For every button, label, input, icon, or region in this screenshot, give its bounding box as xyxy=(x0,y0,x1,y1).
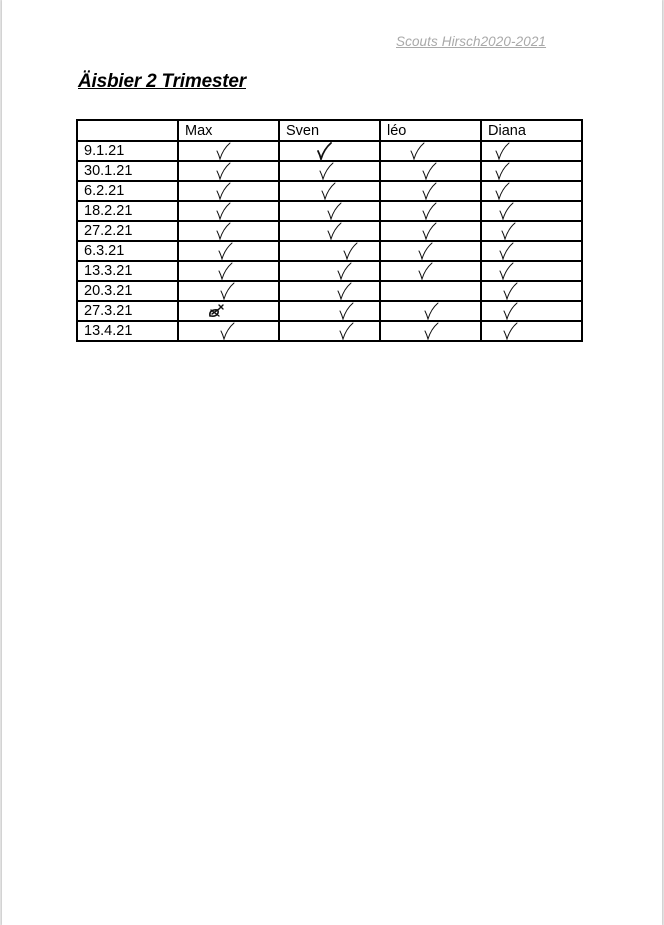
attendance-cell xyxy=(178,221,279,241)
date-cell: 13.3.21 xyxy=(77,261,178,281)
attendance-cell xyxy=(380,241,481,261)
attendance-cell xyxy=(279,141,380,161)
check-mark-icon xyxy=(336,281,352,301)
attendance-cell xyxy=(178,161,279,181)
attendance-cell xyxy=(178,301,279,321)
table-row xyxy=(77,321,582,341)
check-mark-icon xyxy=(417,261,433,281)
check-mark-icon xyxy=(219,281,235,301)
attendance-cell xyxy=(279,221,380,241)
check-mark-icon xyxy=(498,261,514,281)
attendance-cell xyxy=(279,321,380,341)
date-cell: 13.4.21 xyxy=(77,321,178,341)
check-mark-icon xyxy=(338,301,354,321)
crossed-out-mark-icon xyxy=(207,301,223,321)
attendance-cell xyxy=(380,201,481,221)
attendance-cell xyxy=(481,321,582,341)
attendance-table xyxy=(76,119,583,342)
check-mark-icon xyxy=(421,221,437,241)
attendance-cell xyxy=(178,261,279,281)
date-cell: 20.3.21 xyxy=(77,281,178,301)
check-mark-icon xyxy=(417,241,433,261)
attendance-cell xyxy=(279,261,380,281)
attendance-cell xyxy=(279,301,380,321)
table-row xyxy=(77,201,582,221)
attendance-cell xyxy=(178,241,279,261)
check-mark-icon xyxy=(409,141,425,161)
attendance-cell xyxy=(380,321,481,341)
check-mark-icon xyxy=(423,301,439,321)
attendance-cell xyxy=(380,141,481,161)
attendance-cell xyxy=(481,201,582,221)
attendance-cell xyxy=(380,161,481,181)
table-row xyxy=(77,221,582,241)
attendance-cell xyxy=(481,161,582,181)
date-cell: 6.2.21 xyxy=(77,181,178,201)
check-mark-icon xyxy=(423,321,439,341)
date-cell: 27.2.21 xyxy=(77,221,178,241)
table-row xyxy=(77,301,582,321)
attendance-cell xyxy=(279,281,380,301)
attendance-cell xyxy=(481,301,582,321)
check-mark-icon xyxy=(215,221,231,241)
check-mark-icon xyxy=(342,241,358,261)
attendance-cell xyxy=(481,261,582,281)
check-mark-icon xyxy=(502,301,518,321)
check-mark-icon xyxy=(421,161,437,181)
date-cell: 27.3.21 xyxy=(77,301,178,321)
table-header-row xyxy=(77,120,582,141)
check-mark-icon xyxy=(320,181,336,201)
attendance-cell xyxy=(481,141,582,161)
attendance-cell xyxy=(178,181,279,201)
check-mark-icon xyxy=(336,261,352,281)
attendance-cell xyxy=(481,181,582,201)
check-mark-icon xyxy=(215,141,231,161)
attendance-cell xyxy=(279,181,380,201)
check-mark-icon xyxy=(421,201,437,221)
attendance-cell xyxy=(380,181,481,201)
header-cell-sven: Sven xyxy=(279,120,380,141)
check-mark-icon xyxy=(494,141,510,161)
check-mark-icon xyxy=(215,201,231,221)
attendance-cell xyxy=(481,281,582,301)
check-mark-icon xyxy=(500,221,516,241)
date-cell: 18.2.21 xyxy=(77,201,178,221)
check-mark-icon xyxy=(316,141,332,161)
check-mark-icon xyxy=(498,201,514,221)
check-mark-icon xyxy=(421,181,437,201)
attendance-cell xyxy=(178,281,279,301)
attendance-cell xyxy=(279,201,380,221)
header-cell-diana: Diana xyxy=(481,120,582,141)
check-mark-icon xyxy=(318,161,334,181)
check-mark-icon xyxy=(215,181,231,201)
attendance-cell xyxy=(178,141,279,161)
header-cell-corner xyxy=(77,120,178,141)
check-mark-icon xyxy=(215,161,231,181)
date-cell: 9.1.21 xyxy=(77,141,178,161)
date-cell: 30.1.21 xyxy=(77,161,178,181)
header-cell-leo: léo xyxy=(380,120,481,141)
attendance-cell xyxy=(380,221,481,241)
check-mark-icon xyxy=(338,321,354,341)
check-mark-icon xyxy=(217,261,233,281)
header-cell-max: Max xyxy=(178,120,279,141)
document-page xyxy=(2,0,662,925)
check-mark-icon xyxy=(219,321,235,341)
attendance-cell xyxy=(481,221,582,241)
attendance-cell xyxy=(380,301,481,321)
table-row xyxy=(77,161,582,181)
attendance-cell xyxy=(279,161,380,181)
check-mark-icon xyxy=(326,201,342,221)
attendance-cell xyxy=(380,281,481,301)
date-cell: 6.3.21 xyxy=(77,241,178,261)
attendance-cell xyxy=(178,321,279,341)
check-mark-icon xyxy=(498,241,514,261)
table-row xyxy=(77,141,582,161)
attendance-cell xyxy=(279,241,380,261)
check-mark-icon xyxy=(326,221,342,241)
attendance-cell xyxy=(178,201,279,221)
check-mark-icon xyxy=(502,281,518,301)
check-mark-icon xyxy=(494,181,510,201)
check-mark-icon xyxy=(502,321,518,341)
check-mark-icon xyxy=(494,161,510,181)
attendance-cell xyxy=(380,261,481,281)
table-row xyxy=(77,181,582,201)
table-row xyxy=(77,241,582,261)
table-row xyxy=(77,281,582,301)
table-row xyxy=(77,261,582,281)
attendance-cell xyxy=(481,241,582,261)
check-mark-icon xyxy=(217,241,233,261)
header-note: Scouts Hirsch2020-2021 xyxy=(396,34,547,49)
document-title: Äisbier 2 Trimester xyxy=(78,71,246,92)
